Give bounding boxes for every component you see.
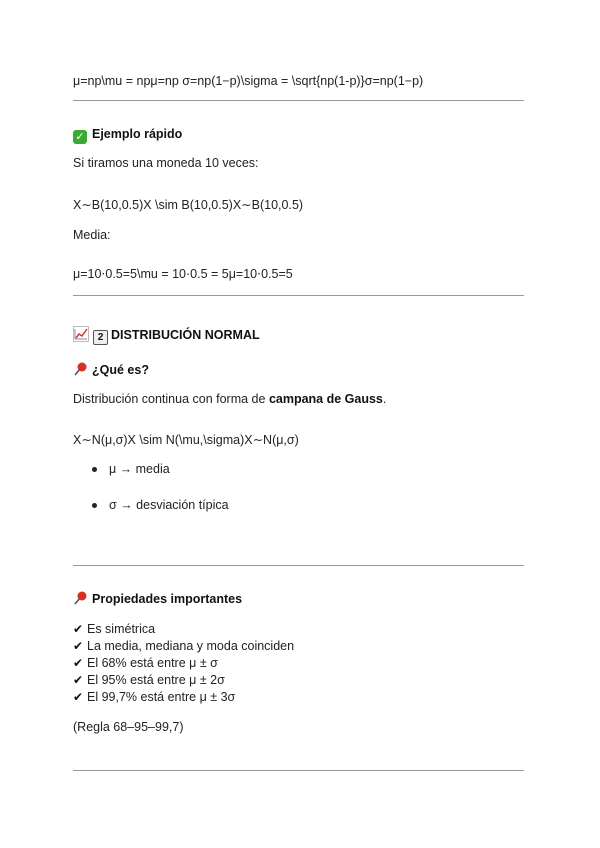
property-text: El 68% está entre μ ± σ [87,656,218,670]
normal-section-heading [73,326,260,345]
check-icon: ✔ [73,622,84,636]
property-item [73,638,294,654]
what-is-title: ¿Qué es? [92,363,149,377]
check-icon: ✔ [73,690,84,704]
normal-description [73,391,386,407]
normal-notation: X∼N(μ,σ)X \sim N(\mu,\sigma)X∼N(μ,σ) [73,433,299,447]
check-icon: ✔ [73,673,84,687]
example-heading [73,126,182,144]
property-text: Es simétrica [87,622,156,636]
property-text: El 95% está entre μ ± 2σ [87,673,225,687]
check-icon: ✔ [73,639,84,653]
properties-title: Propiedades importantes [92,592,243,606]
divider [73,100,524,101]
bullet-dot [92,467,97,472]
binomial-formula: μ=np\mu = npμ=np σ=np(1−p)\sigma = \sqrt{np(1-p)}σ=np(1−p) [73,74,424,88]
property-item [73,672,225,688]
description-suffix: . [382,392,387,406]
section-number-icon: 2 [93,330,108,345]
properties-heading [73,590,242,607]
example-mean-formula: μ=10⋅0.5=5\mu = 10·0.5 = 5μ=10⋅0.5=5 [73,267,293,281]
rule-note: (Regla 68–95–99,7) [73,720,184,734]
pushpin-icon [73,361,89,377]
property-item [73,655,218,671]
property-text: El 99,7% está entre μ ± 3σ [87,690,236,704]
example-distribution: X∼B(10,0.5)X \sim B(10,0.5)X∼B(10,0.5) [73,198,304,212]
divider [73,565,524,566]
pushpin-icon [73,590,89,606]
divider [73,295,524,296]
property-item [73,621,155,637]
normal-section-title: DISTRIBUCIÓN NORMAL [111,328,260,342]
property-item [73,689,235,705]
example-intro: Si tiramos una moneda 10 veces: [73,156,259,170]
divider [73,770,524,771]
what-is-heading [73,361,149,378]
example-mean-label: Media: [73,228,111,242]
property-text: La media, mediana y moda coinciden [87,639,295,653]
chart-increasing-icon [73,326,89,342]
bullet-item-sd: σ → desviación típica [109,498,229,512]
check-mark-icon: ✓ [73,130,87,144]
description-text: Distribución continua con forma de [73,392,269,406]
bullet-item-mean: μ → media [109,462,170,476]
example-title: Ejemplo rápido [92,127,183,141]
description-bold: campana de Gauss [268,392,383,406]
check-icon: ✔ [73,656,84,670]
bullet-dot [92,503,97,508]
